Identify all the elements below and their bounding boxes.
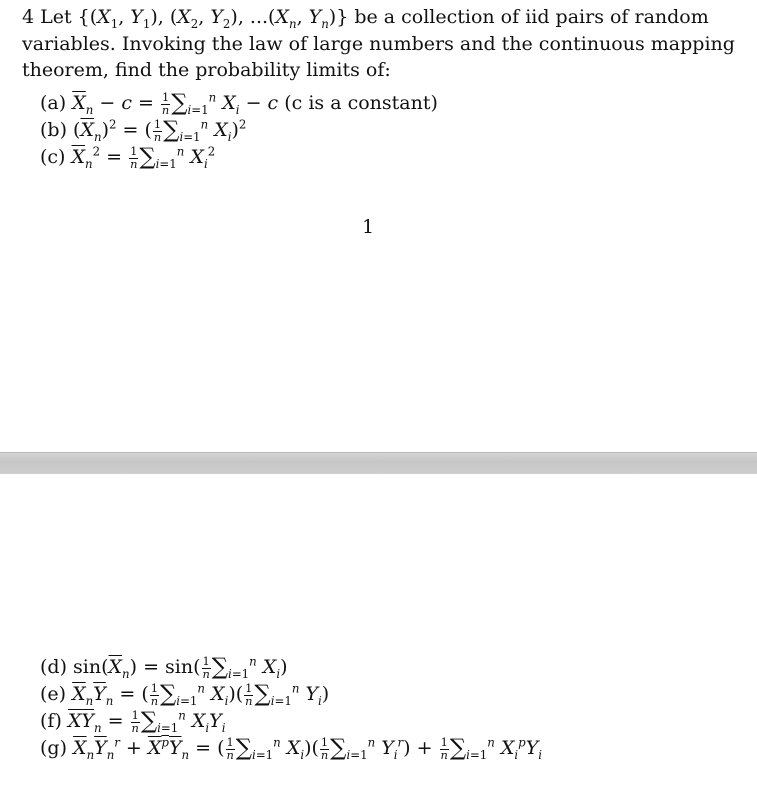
page-number: 1 [362,216,375,238]
item-f: (f) $\overline{XY}_n$ = $\frac{1}{n}$ $\sum_{i=1}^n$ $X_iY_i$ [40,707,226,735]
item-c: (c) $\overline{X}_n^2$ = $\frac{1}{n}$ $\sum_{i=1}^n$ $X_i^2$ [40,143,216,171]
item-d: (d) $\sin(\overline{X}_n) = \sin$( $\frac{1}{n}$ $\sum_{i=1}^n$ $X_i$) [40,653,288,681]
item-g: (g) $\overline{X}_n\overline{Y}_n^r + X^pY_n$ = ( $\frac{1}{n}$ $\sum_{i=1}^n$ $X_i$)( $\frac{1}{n}$ $\sum_{i=1}^n$ $Y_i^r$) + $\frac{1}{n}$ $\sum_{i=1}^n$ $X_i^pY_i$ [40,734,542,762]
page-bottom [0,474,757,805]
item-a: (a) $\overline{X}_n - c$ = $\frac{1}{n}$ $\sum_{i=1}^n$ $X_i - c$ (c is a constant) [40,89,438,117]
problem-intro: 4 Let {($X_1$, $Y_1$), ($X_2$, $Y_2$), $...(X_n$, $Y_n$)} be a collection of iid pairs of random variables. Invoking the law of large numbers and the continuous mapping theorem, find the probability limits of: [22,6,735,81]
page-separator [0,452,757,476]
item-e: (e) $\overline{X}_n\overline{Y}_n$ = ( $\frac{1}{n}$ $\sum_{i=1}^n$ $X_i$)( $\frac{1}{n}$ $\sum_{i=1}^n$ $Y_i$) [40,680,330,708]
item-b: (b) $(\overline{X}_n)^2$ = ( $\frac{1}{n}$ $\sum_{i=1}^n$ $X_i)^2$ [40,116,247,144]
item-list-bottom [40,654,542,762]
item-list-top [40,90,438,171]
